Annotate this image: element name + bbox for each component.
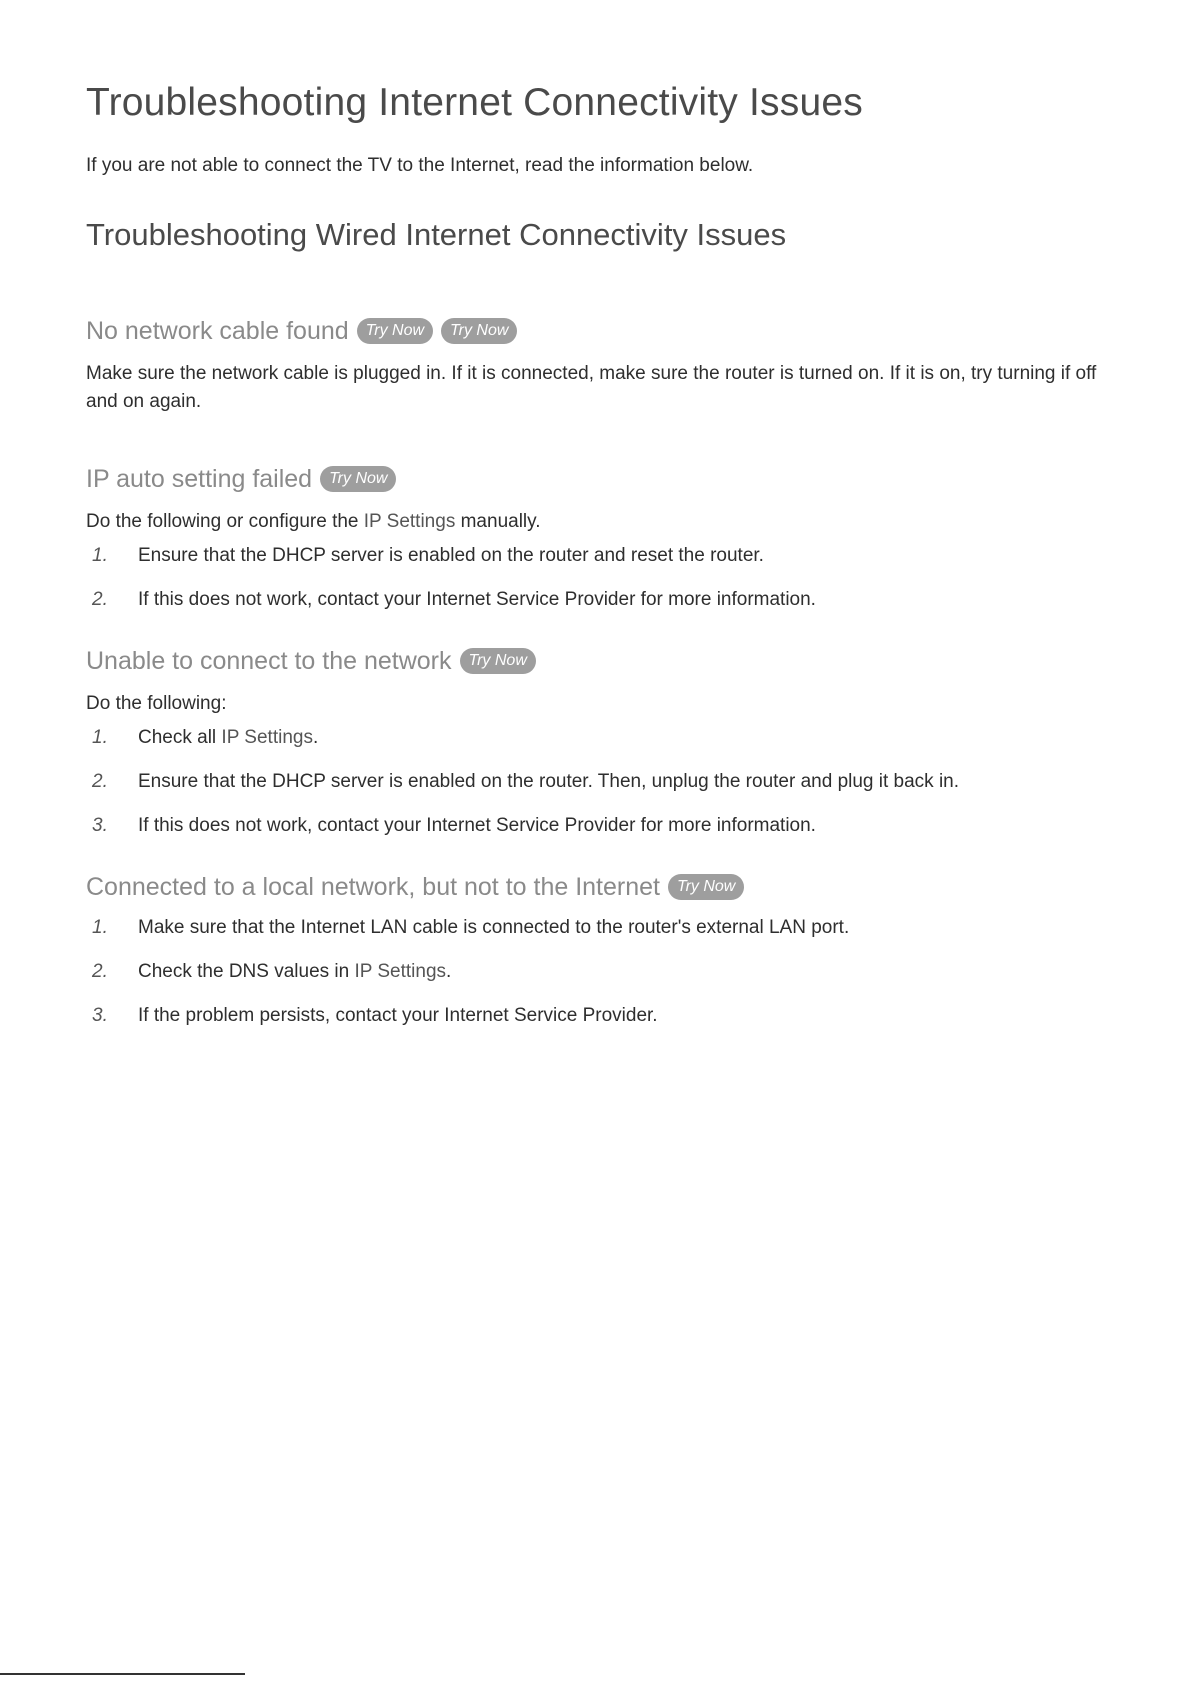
section-heading (86, 314, 1116, 348)
step-number: 3. (92, 1005, 108, 1026)
body-text: manually. (455, 511, 541, 532)
step-text: If the problem persists, contact your Internet Service Provider. (138, 1005, 658, 1026)
list-item (86, 542, 1116, 570)
try-now-button[interactable]: Try Now (460, 648, 536, 674)
list-item (86, 958, 1116, 986)
section-heading-text: No network cable found (86, 317, 349, 345)
list-item (86, 586, 1116, 614)
step-number: 3. (92, 815, 108, 836)
page-title: Troubleshooting Internet Connectivity Issues (86, 81, 863, 124)
ip-settings-link[interactable]: IP Settings (221, 727, 313, 748)
steps-list (86, 914, 1116, 1030)
step-number: 2. (92, 589, 108, 610)
step-number: 1. (92, 727, 108, 748)
try-now-button[interactable]: Try Now (441, 318, 517, 344)
section-heading-text: IP auto setting failed (86, 465, 313, 493)
steps-list (86, 542, 1116, 614)
ip-settings-link[interactable]: IP Settings (363, 511, 456, 532)
step-number: 1. (92, 917, 108, 938)
body-text: Do the following or configure the (86, 511, 364, 532)
section-body: Do the following: (86, 693, 227, 714)
section-heading (86, 870, 1116, 904)
step-text-part: Check the DNS values in (138, 961, 355, 982)
intro-text: If you are not able to connect the TV to the Internet, read the information below. (86, 155, 754, 176)
section-local-network-only (86, 870, 1116, 1030)
list-item (86, 1002, 1116, 1030)
step-text-part: . (446, 961, 452, 982)
section-ip-auto-setting (86, 462, 1116, 614)
step-text-part: Check all (138, 727, 222, 748)
try-now-button[interactable]: Try Now (357, 318, 433, 344)
list-item (86, 812, 1116, 840)
step-number: 1. (92, 545, 108, 566)
step-text: If this does not work, contact your Internet Service Provider for more information. (138, 815, 816, 836)
section-heading-text: Unable to connect to the network (86, 647, 452, 675)
section-unable-to-connect (86, 644, 1116, 840)
footer-rule (0, 1673, 245, 1675)
try-now-button[interactable]: Try Now (320, 466, 396, 492)
step-number: 2. (92, 771, 108, 792)
list-item (86, 768, 1116, 796)
step-text: Ensure that the DHCP server is enabled on the router and reset the router. (138, 545, 764, 566)
section-body (86, 508, 1116, 536)
section-body: Make sure the network cable is plugged in. If it is connected, make sure the router is turned on. If it is on, try turning if off and on again. (86, 363, 1097, 412)
section-no-network-cable (86, 314, 1116, 416)
list-item (86, 914, 1116, 942)
section-heading (86, 462, 1116, 496)
step-text (138, 724, 318, 752)
document-page (86, 78, 1116, 1046)
step-text (138, 958, 451, 986)
try-now-button[interactable]: Try Now (668, 874, 744, 900)
steps-list (86, 724, 1116, 840)
step-text-part: . (312, 727, 319, 748)
step-text: Make sure that the Internet LAN cable is connected to the router's external LAN port. (138, 917, 850, 938)
section-heading (86, 644, 1116, 678)
ip-settings-link[interactable]: IP Settings (354, 961, 447, 982)
step-number: 2. (92, 961, 108, 982)
list-item (86, 724, 1116, 752)
step-text: Ensure that the DHCP server is enabled on the router. Then, unplug the router and plug it back in. (138, 771, 960, 792)
step-text: If this does not work, contact your Internet Service Provider for more information. (138, 589, 816, 610)
section-heading-text: Connected to a local network, but not to the Internet (86, 873, 660, 901)
section-subtitle: Troubleshooting Wired Internet Connectivity Issues (86, 217, 787, 252)
